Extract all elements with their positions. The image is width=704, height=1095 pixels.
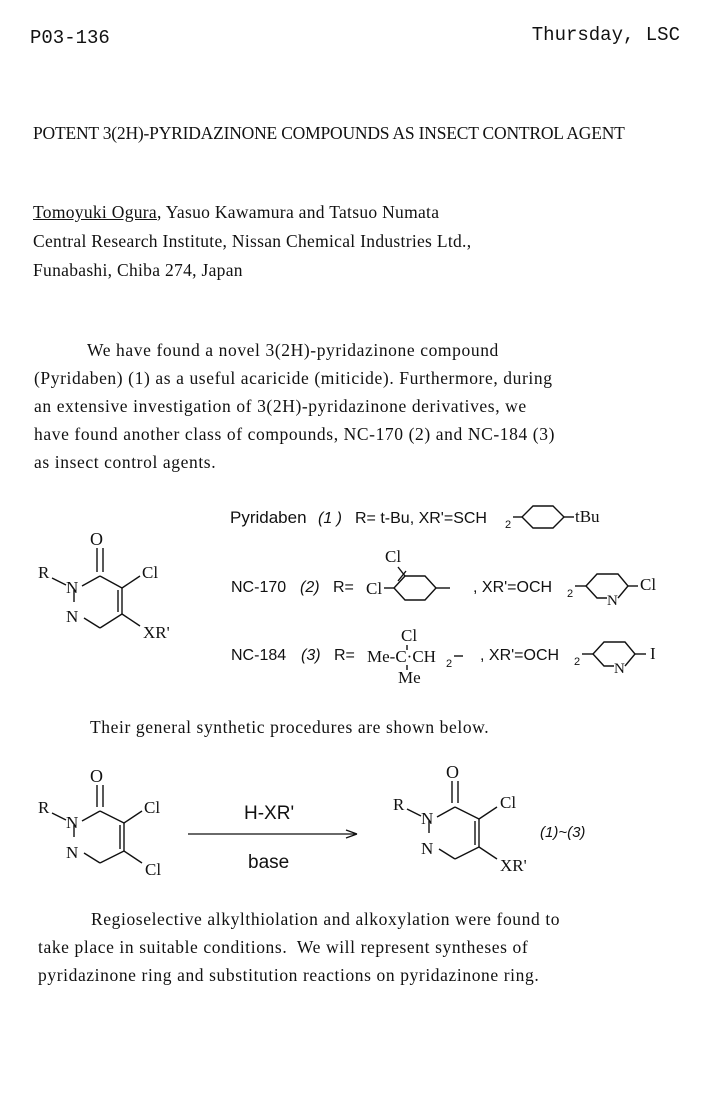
- paragraph-conclusion: [38, 905, 560, 989]
- nc170-name: NC-170: [231, 579, 287, 596]
- text-line: as insect control agents.: [34, 452, 217, 472]
- author-line: [33, 198, 471, 227]
- nc170-r-label: R=: [333, 579, 354, 596]
- address: Funabashi, Chiba 274, Japan: [33, 260, 243, 280]
- reaction-arrow: [188, 803, 357, 873]
- subscript: 2: [446, 658, 453, 670]
- r-group-label: R: [393, 795, 405, 814]
- co-authors: , Yasuo Kawamura and Tatsuo Numata: [157, 202, 440, 222]
- reactant-structure: [38, 766, 161, 879]
- tert-butyl-label: tBu: [575, 507, 600, 526]
- nc170-xr-label: , XR'=OCH: [473, 579, 553, 596]
- nc170-row: [231, 547, 656, 609]
- text-line: an extensive investigation of 3(2H)-pyridazinone derivatives, we: [34, 396, 527, 416]
- nitrogen-label: N: [421, 809, 434, 828]
- chlorine-label: Cl: [144, 798, 161, 817]
- product-structure: [393, 762, 585, 875]
- chlorine-label: Cl: [142, 563, 159, 582]
- pyridine-nitrogen-label: N: [614, 661, 625, 677]
- nc170-number: (2): [300, 579, 320, 596]
- abstract-code: P03-136: [30, 27, 110, 49]
- nc184-r-group: Me-C·CH: [367, 647, 436, 666]
- iodine-label: I: [650, 644, 656, 663]
- pyridaben-name: Pyridaben: [230, 508, 307, 527]
- nitrogen-label: N: [66, 607, 79, 626]
- nitrogen-label: N: [421, 839, 434, 858]
- nc184-xr-label: , XR'=OCH: [480, 647, 560, 664]
- pyridaben-number: (1 ): [318, 510, 342, 527]
- compound-structures-figure: [0, 490, 704, 700]
- chlorine-label: Cl: [500, 793, 517, 812]
- nitrogen-label: N: [66, 843, 79, 862]
- r-group-label: R: [38, 563, 50, 582]
- pyridazinone-core: [38, 529, 170, 642]
- oxygen-label: O: [90, 529, 103, 549]
- product-range-label: (1)~(3): [540, 824, 586, 841]
- condition-label: base: [248, 852, 290, 873]
- xr-label: XR': [500, 856, 527, 875]
- r-group-label: R: [38, 798, 50, 817]
- pyridine-nitrogen-label: N: [607, 593, 618, 609]
- subscript: 2: [567, 588, 574, 600]
- text-line: pyridazinone ring and substitution reactions on pyridazinone ring.: [38, 965, 540, 985]
- methyl-label: Me: [398, 668, 421, 687]
- text-line: have found another class of compounds, NC-170 (2) and NC-184 (3): [34, 424, 555, 444]
- nitrogen-label: N: [66, 578, 79, 597]
- chlorine-label: Cl: [640, 575, 657, 594]
- author-block: [33, 198, 471, 285]
- paragraph-intro: [34, 336, 555, 476]
- xr-label: XR': [143, 623, 170, 642]
- nc184-row: [231, 626, 656, 687]
- nc184-name: NC-184: [231, 647, 287, 664]
- reagent-label: H-XR': [244, 803, 295, 824]
- nc184-number: (3): [301, 647, 321, 664]
- paragraph-synthesis-intro: Their general synthetic procedures are shown below.: [90, 717, 490, 737]
- pyridaben-substituents: R= t-Bu, XR'=SCH: [355, 510, 487, 527]
- subscript: 2: [574, 656, 581, 668]
- reaction-scheme-figure: [0, 755, 704, 895]
- paper-title: POTENT 3(2H)-PYRIDAZINONE COMPOUNDS AS INSECT CONTROL AGENT: [33, 123, 625, 143]
- nc184-r-label: R=: [334, 647, 355, 664]
- affiliation: Central Research Institute, Nissan Chemical Industries Ltd.,: [33, 231, 472, 251]
- chlorine-label: Cl: [145, 860, 162, 879]
- oxygen-label: O: [90, 766, 103, 786]
- text-line: (Pyridaben) (1) as a useful acaricide (miticide). Furthermore, during: [34, 368, 553, 388]
- pyridaben-row: [230, 506, 600, 531]
- oxygen-label: O: [446, 762, 459, 782]
- text-line: take place in suitable conditions. We will represent syntheses of: [38, 937, 529, 957]
- nitrogen-label: N: [66, 813, 79, 832]
- text-line: We have found a novel 3(2H)-pyridazinone compound: [87, 340, 499, 360]
- session-label: Thursday, LSC: [531, 24, 680, 46]
- chlorine-label: Cl: [401, 626, 418, 645]
- chlorine-label: Cl: [385, 547, 402, 566]
- subscript: 2: [505, 519, 512, 531]
- presenting-author: Tomoyuki Ogura: [33, 202, 157, 222]
- text-line: Regioselective alkylthiolation and alkoxylation were found to: [91, 909, 561, 929]
- chlorine-label: Cl: [366, 579, 383, 598]
